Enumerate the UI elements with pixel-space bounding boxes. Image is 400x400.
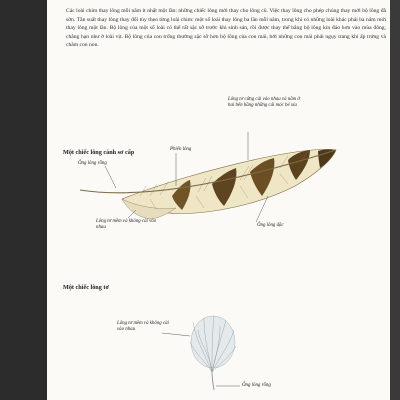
down-feather-fluff [191, 316, 235, 368]
flight-feather-illustration [80, 149, 336, 219]
label-interlocking-barbs: Lông tơ cứng cài vào nhau và nằm ở hai bên bằng những cái móc bé xíu [228, 97, 301, 108]
label-solid-shaft: Ống lông đặc [257, 223, 284, 228]
label-vane: Phiến lông [170, 147, 192, 152]
down-feather-shaft [212, 372, 214, 390]
flight-feather-band-5 [318, 149, 336, 168]
down-label-hollow-shaft: Ống lông rỗng [242, 383, 271, 388]
label-soft-barbs: Lông tơ mềm và không cài vào nhau [96, 219, 157, 230]
down-label-soft-barbs: Lông tơ mềm và không cài vào nhau [117, 321, 169, 332]
down-feather-heading: Một chiếc lông tơ [63, 284, 109, 291]
intro-paragraph: Các loài chim thay lông mỗi năm ít nhất một lần: những chiếc lông mới thay cho lông cũ. Việc thay lông cho phép chúng thay mới bộ lông đã sờn. Tần suất thay lông thay đổi tùy theo từng loài chim: một số loài thay lông ba lần mỗi năm, trong khi có những loài khác phải ba năm mới thay lông một lần. Bộ lông của một số loài có thể rất sặc sỡ trước khi sinh sản, rồi được thay thế bằng bộ lông kín đáo hơn vào mùa đông, chẳng hạn như ở loài vịt. Bộ lông của con trống thường sặc sỡ hơn bộ lông của con mái, bởi những con mái phải ngụy trang khi ấp trứng và chăm con non. [66, 8, 386, 49]
down-feather-illustration [190, 316, 236, 390]
label-hollow-shaft: Ống lông rỗng [78, 161, 107, 166]
flight-feather-heading: Một chiếc lông cánh sơ cấp [63, 149, 135, 156]
